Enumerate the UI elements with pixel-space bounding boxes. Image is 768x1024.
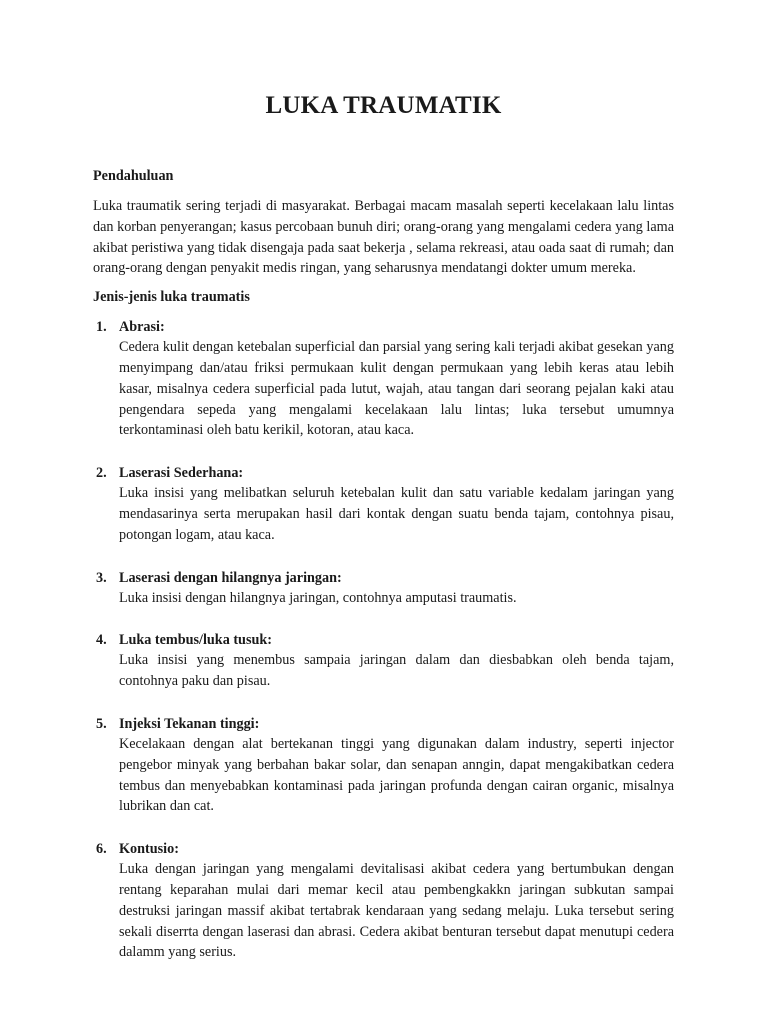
list-item-text: Luka insisi yang melibatkan seluruh ketebalan kulit dan satu variable kedalam jaringan yang mendasarinya serta merupakan hasil dari kontak dengan suatu benda tajam, contohnya pisau, potongan logam, atau kaca. xyxy=(119,485,674,543)
list-item-title: Injeksi Tekanan tinggi: xyxy=(119,715,260,732)
list-item-text: Luka dengan jaringan yang mengalami devitalisasi akibat cedera yang bertumbukan dengan rentang keparahan mulai dari memar kecil atau pembengkakkn jaringan subkutan sampai destruksi jaringan massif akibat tertabrak kendaraan yang sedang melaju. Luka tersebut sering sekali diserrta dengan laserasi dan abrasi. Cedera akibat benturan tersebut dapat menutupi cedera dalamm yang serius. xyxy=(119,861,674,961)
list-item-text: Luka insisi dengan hilangnya jaringan, contohnya amputasi traumatis. xyxy=(119,589,517,606)
document-title: LUKA TRAUMATIK xyxy=(265,92,502,119)
list-item-number: 3. xyxy=(96,569,107,586)
intro-paragraph: Luka traumatik sering terjadi di masyarakat. Berbagai macam masalah seperti kecelakaan lalu lintas dan korban penyerangan; kasus percobaan bunuh diri; orang-orang yang mengalami cedera yang lama akibat peristiwa yang tidak disengaja pada saat bekerja , selama rekreasi, atau oada saat di rumah; dan orang-orang dengan penyakit medis ringan, yang seharusnya mendatangi dokter umum mereka. xyxy=(93,198,674,277)
list-item-kontusio xyxy=(93,839,674,963)
list-item-text: Cedera kulit dengan ketebalan superficial dan parsial yang sering kali terjadi akibat gesekan yang menyimpang dan/atau friksi permukaan kulit dengan permukaan yang lebih keras atau lebih kasar, misalnya cedera superficial pada lutut, wajah, atau tangan dari seorang pejalan kaki atau pengendara sepeda yang mengalami kecelakaan lalu lintas; luka tersebut umumnya terkontaminasi oleh batu kerikil, kotoran, atau kaca. xyxy=(119,339,674,439)
list-item-number: 5. xyxy=(96,715,107,732)
list-item-laserasi-sederhana xyxy=(93,463,674,545)
types-heading: Jenis-jenis luka traumatis xyxy=(93,289,250,306)
list-item-luka-tembus xyxy=(93,630,674,692)
list-item-title: Abrasi: xyxy=(119,319,165,336)
list-item-injeksi-tekanan-tinggi xyxy=(93,714,674,817)
list-item-number: 2. xyxy=(96,465,107,482)
list-item-title: Kontusio: xyxy=(119,841,179,858)
list-item-title: Luka tembus/luka tusuk: xyxy=(119,632,272,649)
list-item-title: Laserasi dengan hilangnya jaringan: xyxy=(119,569,342,586)
list-item-title: Laserasi Sederhana: xyxy=(119,465,244,482)
list-item-text: Kecelakaan dengan alat bertekanan tinggi yang digunakan dalam industry, seperti injector pengebor minyak yang berbahan bakar solar, dan senapan anngin, dapat mengakibatkan cedera tembus dan menyebabkan kontaminasi pada jaringan profunda dengan cairan organic, misalnya lubrikan dan cat. xyxy=(119,735,674,815)
list-item-abrasi xyxy=(93,317,674,441)
wound-types-list xyxy=(93,317,674,963)
intro-heading: Pendahuluan xyxy=(93,168,174,184)
list-item-number: 1. xyxy=(96,319,107,336)
list-item-number: 4. xyxy=(96,632,107,649)
list-item-text: Luka insisi yang menembus sampaia jaringan dalam dan diesbabkan oleh benda tajam, contohnya paku dan pisau. xyxy=(119,652,674,690)
list-item-number: 6. xyxy=(96,841,107,858)
list-item-laserasi-hilang-jaringan xyxy=(93,568,674,609)
